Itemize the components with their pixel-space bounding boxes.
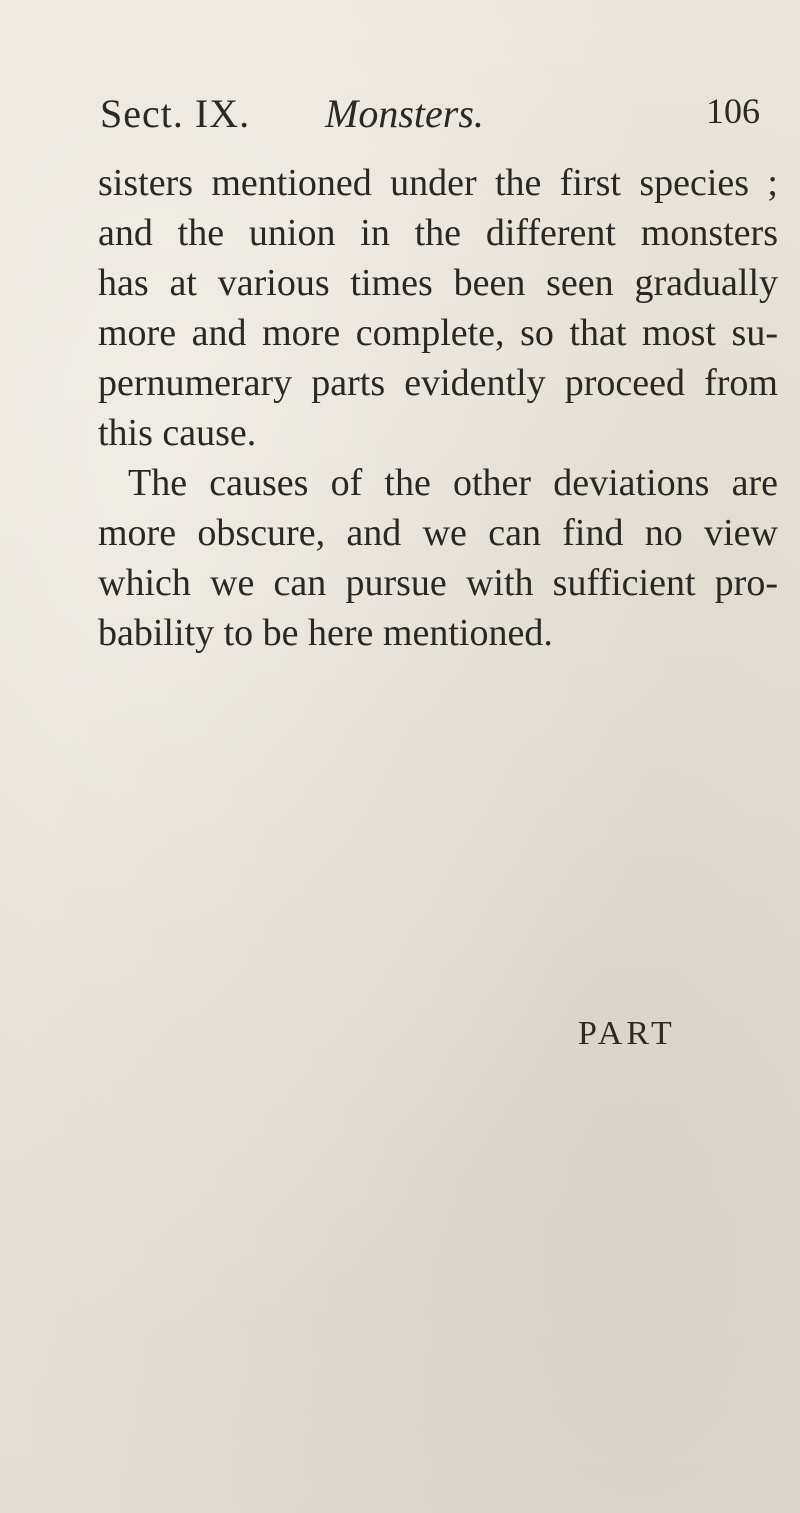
text-line: this cause. bbox=[98, 412, 257, 454]
running-header bbox=[100, 90, 760, 140]
page-number: 106 bbox=[706, 91, 760, 131]
body-text bbox=[98, 158, 778, 658]
text-line: bability to be here mentioned. bbox=[98, 612, 553, 654]
section-label: Sect. IX. bbox=[100, 91, 251, 136]
text-line: and the union in the different monsters bbox=[98, 212, 778, 254]
text-line: more and more complete, so that most su- bbox=[98, 312, 778, 354]
running-title: Monsters. bbox=[325, 91, 484, 136]
catchword: PART bbox=[578, 1015, 676, 1052]
text-line: sisters mentioned under the first species ; bbox=[98, 162, 778, 204]
text-line: pernumerary parts evidently proceed from bbox=[98, 362, 778, 404]
text-line: The causes of the other deviations are bbox=[128, 462, 778, 504]
show-through-text bbox=[110, 700, 780, 738]
text-line: which we can pursue with sufficient pro- bbox=[98, 562, 778, 604]
text-line: more obscure, and we can find no view bbox=[98, 512, 778, 554]
text-line: has at various times been seen gradually bbox=[98, 262, 778, 304]
